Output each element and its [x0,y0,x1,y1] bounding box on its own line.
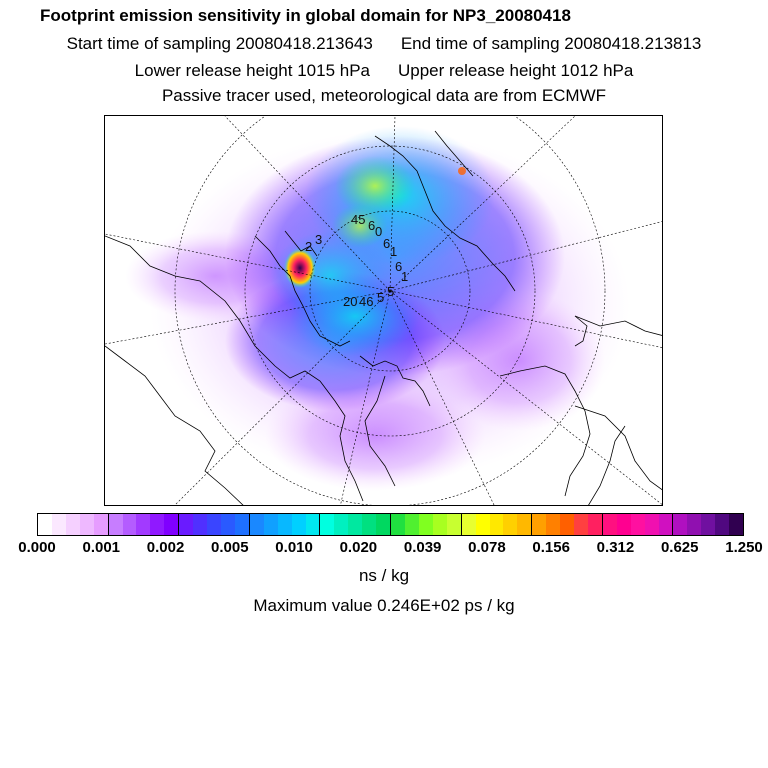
color-scale-cell [546,514,560,535]
color-scale-cell [687,514,701,535]
contour-label: 6 [368,218,376,233]
color-scale-cell [531,514,546,535]
color-scale-cell [672,514,687,535]
upper-height-label: Upper release height 1012 hPa [398,61,634,80]
color-scale-cell [560,514,574,535]
color-scale-cell [108,514,123,535]
color-scale-cell [574,514,588,535]
contour-label: 1 [390,244,398,259]
color-scale-cell [52,514,66,535]
color-scale-cell [503,514,517,535]
color-scale-cell [390,514,405,535]
color-scale-cell [602,514,617,535]
sampling-times-line [0,34,768,54]
color-scale-cell [490,514,504,535]
tracer-info: Passive tracer used, meteorological data are from ECMWF [161,86,607,105]
color-scale-cell [631,514,645,535]
end-time-label: End time of sampling 20080418.213813 [400,34,702,53]
contour-label: 3 [315,232,323,247]
lower-height-label: Lower release height 1015 hPa [134,61,370,80]
contour-label: 1 [401,269,409,284]
color-scale-cell [476,514,490,535]
contour-label: 45 [351,212,366,227]
color-scale-tick-label: 0.000 [18,539,56,556]
color-scale-cell [80,514,94,535]
polar-map-frame [104,115,663,506]
color-scale-bar [37,513,744,536]
contour-label: 6 [383,236,391,251]
release-heights-line [0,61,768,81]
color-scale-cell [178,514,193,535]
color-scale-cell [306,514,320,535]
maximum-value-label: Maximum value 0.246E+02 ps / kg [253,596,515,615]
color-scale-cell [461,514,476,535]
color-scale-cell [221,514,235,535]
color-scale-cell [150,514,164,535]
color-scale-tick-label: 1.250 [725,539,763,556]
color-scale-ticks [0,536,768,566]
color-scale-cell [419,514,433,535]
color-scale-tick-label: 0.002 [146,539,185,556]
color-scale-cell [376,514,390,535]
polar-map [105,116,663,506]
color-scale-cell [617,514,631,535]
color-scale-cell [701,514,715,535]
color-scale-cell [164,514,178,535]
color-scale-cell [278,514,292,535]
color-scale-cell [136,514,150,535]
color-scale-cell [319,514,334,535]
color-scale-cell [66,514,80,535]
color-scale-tick-label: 0.625 [660,539,699,556]
color-scale-cell [517,514,531,535]
contour-label: 5 [387,284,395,299]
color-scale-cell [235,514,249,535]
color-scale-cell [362,514,376,535]
contour-label: 6 [395,259,403,274]
color-scale-cell [94,514,108,535]
color-scale-cell [433,514,447,535]
contour-label: 0 [375,224,383,239]
color-scale-tick-label: 0.312 [596,539,635,556]
color-scale-tick-label: 0.005 [211,539,249,556]
color-scale-cell [193,514,207,535]
start-time-label: Start time of sampling 20080418.213643 [66,34,373,53]
map-title: Footprint emission sensitivity in global domain for NP3_20080418 [40,6,571,25]
color-scale-cell [659,514,673,535]
color-scale-cell [348,514,362,535]
contour-label: 2 [305,239,313,254]
color-scale-cell [645,514,659,535]
color-scale-cell [292,514,306,535]
color-scale-tick-label: 0.010 [275,539,313,556]
color-scale-cell [715,514,729,535]
color-scale-tick-label: 0.020 [339,539,378,556]
color-scale-tick-label: 0.078 [468,539,506,556]
color-scale-tick-label: 0.156 [532,539,570,556]
color-scale-cell [405,514,419,535]
color-scale-cell [249,514,264,535]
color-scale-tick-label: 0.001 [82,539,121,556]
sensitivity-field [125,126,630,491]
color-scale-cell [38,514,52,535]
color-scale-cell [264,514,278,535]
contour-label: 20 [343,294,358,309]
color-scale-cell [207,514,221,535]
color-scale-cell [123,514,137,535]
color-scale-cell [729,514,743,535]
contour-label: 46 [359,294,374,309]
color-scale-cell [334,514,348,535]
color-scale-tick-label: 0.039 [403,539,442,556]
color-scale-cell [447,514,461,535]
color-scale-cell [588,514,602,535]
contour-label: 5 [377,290,385,305]
units-label: ns / kg [358,566,410,585]
